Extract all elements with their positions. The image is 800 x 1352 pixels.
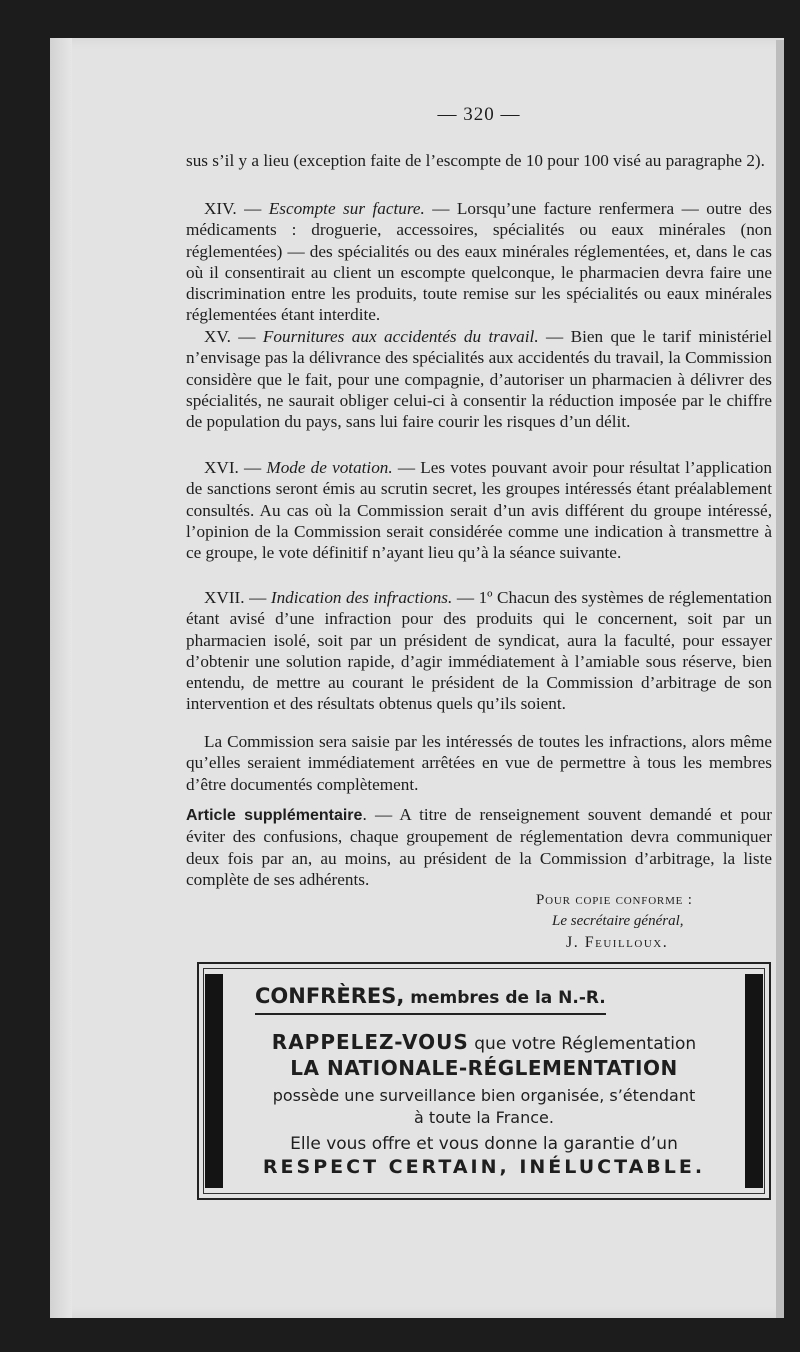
advertisement-headline-rest: membres de la N.-R. xyxy=(404,988,606,1008)
advertisement-line-1-big: RAPPELEZ-VOUS xyxy=(271,1030,469,1054)
advertisement-headline xyxy=(255,984,606,1015)
section-number: XVII. — xyxy=(204,588,271,607)
advertisement-left-bar xyxy=(205,974,223,1188)
paragraph-text: — Les votes pouvant avoir pour résultat l’application de sanctions seront émis au scrutin secret, les groupes intéressés étant préalablement consultés. Au cas où la Commission serait d’un avis différent du groupe intéressé, l’opinion de la Commission serait considérée comme une indication à transmettre à ce groupe, le vote définitif n’ayant lieu qu’à la séance suivante. xyxy=(186,458,772,563)
advertisement-line-6: RESPECT CERTAIN, INÉLUCTABLE. xyxy=(262,1156,706,1178)
advertisement-line-1-rest: que votre Réglementation xyxy=(468,1034,697,1054)
paragraph-text: La Commission sera saisie par les intéressés de toutes les infractions, alors même qu’elles seraient immédiatement arrêtées en vue de permettre à tous les membres d’être documentés complètement. xyxy=(186,732,772,794)
paragraph-text: sus s’il y a lieu (exception faite de l’escompte de 10 pour 100 visé au paragraphe 2). xyxy=(186,151,765,170)
page-number: — 320 — xyxy=(437,104,521,125)
section-heading: Indication des infractions. xyxy=(270,588,453,607)
article-heading: Article supplémentaire xyxy=(186,807,363,824)
signature-copy-line: Pour copie conforme : xyxy=(536,892,693,908)
section-heading: Escompte sur facture. xyxy=(268,199,425,218)
section-number: XVI. — xyxy=(204,458,267,477)
advertisement-line-4: à toute la France. xyxy=(414,1108,554,1127)
paragraph-article-supplementaire xyxy=(186,804,772,890)
paragraph-xvi xyxy=(186,457,772,563)
paragraph-text: — Bien que le tarif ministériel n’envisage pas la délivrance des spécialités aux accidentés du travail, la Commission considère que le fait, pour une compagnie, d’autoriser un pharmacien à délivrer des spécialités, ne saurait obliger celui-ci à consentir la réduction imposée par le chiffre de population du pays, sans lui faire courir les risques d’un délit. xyxy=(186,327,772,432)
paragraph-xvii xyxy=(186,587,772,715)
signature-role: Le secrétaire général, xyxy=(552,913,684,929)
page-right-edge xyxy=(776,40,784,1318)
section-number: XIV. — xyxy=(204,199,269,218)
page-binding-edge xyxy=(50,38,72,1318)
advertisement-box xyxy=(197,962,771,1200)
paragraph-text: — 1º Chacun des systèmes de réglementation étant avisé d’une infraction pour des produits qui le concernent, soit par un pharmacien isolé, soit par un président de syndicat, aura la faculté, pour essayer d’obtenir une solution rapide, d’agir immédiatement à l’amiable sous réserve, bien entendu, de mettre au courant le président de la Commission d’arbitrage de son intervention et des résultats obtenus quels qu’ils soient. xyxy=(186,588,773,714)
paragraph-text: . — A titre de renseignement souvent demandé et pour éviter des confusions, chaque groupement de réglementation devra communiquer deux fois par an, au moins, au président de la Commission d’arbitrage, la liste complète de ses adhérents. xyxy=(186,805,772,889)
advertisement-headline-main: CONFRÈRES, xyxy=(255,984,405,1008)
advertisement-line-2: LA NATIONALE-RÉGLEMENTATION xyxy=(290,1056,678,1080)
advertisement-right-bar xyxy=(745,974,763,1188)
signature-block xyxy=(536,890,776,953)
paragraph-xv xyxy=(186,326,772,432)
advertisement-line-3: possède une surveillance bien organisée, s’étendant xyxy=(272,1086,696,1105)
section-number: XV. — xyxy=(204,327,263,346)
advertisement-line-1 xyxy=(239,1030,729,1054)
advertisement-line-5: Elle vous offre et vous donne la garantie d’un xyxy=(290,1134,678,1154)
section-heading: Mode de votation. xyxy=(266,458,393,477)
paragraph-continuation xyxy=(186,150,772,171)
section-heading: Fournitures aux accidentés du travail. xyxy=(262,327,539,346)
signature-name: J. Feuilloux. xyxy=(566,934,669,951)
paragraph-text: — Lorsqu’une facture renfermera — outre des médicaments : droguerie, accessoires, spécialités ou eaux minérales (non réglementées) — des spécialités ou des eaux minérales réglementées, et, dans le cas où il consentirait au client un escompte quelconque, le pharmacien devra faire une discrimination entre les produits, toute remise sur les spécialités ou eaux minérales réglementées étant interdite. xyxy=(186,199,772,325)
paragraph-commission xyxy=(186,731,772,795)
paragraph-xiv xyxy=(186,198,772,326)
